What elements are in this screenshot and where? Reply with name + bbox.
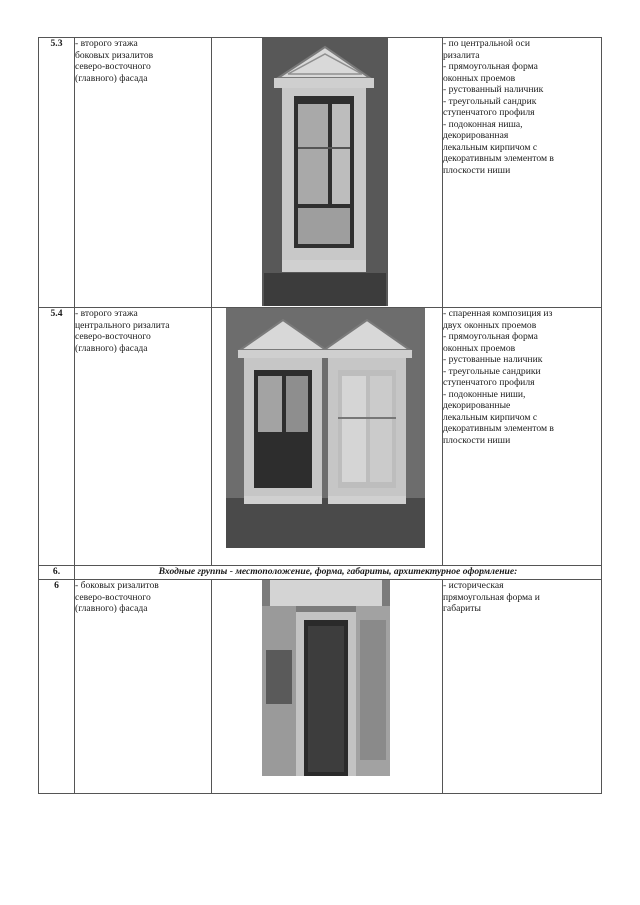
note-line: декоративным элементом в — [443, 153, 554, 164]
note-line: - треугольные сандрики — [443, 365, 541, 377]
description-line: центрального ризалита — [75, 319, 170, 331]
row-photo-cell — [212, 580, 443, 794]
row-number: 5.4 — [39, 308, 75, 566]
note-line: - прямоугольная форма — [443, 331, 538, 342]
note-line: декорированные — [443, 400, 511, 411]
row-description — [75, 308, 212, 566]
description-line: - боковых ризалитов — [75, 580, 159, 591]
row-description — [75, 38, 212, 308]
description-line: (главного) фасада — [75, 603, 148, 614]
window-photo-5-3 — [212, 38, 441, 306]
note-line: - подоконная ниша, — [443, 118, 523, 130]
note-line: двух оконных проемов — [443, 319, 537, 331]
row-photo-cell — [212, 38, 443, 308]
note-line: плоскости ниши — [443, 164, 511, 176]
table-row-6 — [39, 580, 602, 794]
row-notes — [443, 580, 602, 794]
table-row-5-4 — [39, 308, 602, 566]
section-number: 6. — [39, 566, 75, 580]
row-number: 5.3 — [39, 38, 75, 308]
description-line: (главного) фасада — [75, 72, 148, 84]
note-line: - спаренная композиция из — [443, 308, 553, 319]
description-line: - второго этажа — [75, 308, 138, 319]
note-line: ризалита — [443, 49, 480, 61]
note-line: ступенчатого профиля — [443, 107, 535, 118]
note-line: габариты — [443, 603, 481, 614]
note-line: оконных проемов — [443, 72, 516, 84]
note-line: - историческая — [443, 580, 504, 591]
note-line: лекальным кирпичом с — [443, 411, 538, 423]
row-number: 6 — [39, 580, 75, 794]
description-line: северо-восточного — [75, 61, 151, 72]
note-line: ступенчатого профиля — [443, 377, 535, 388]
note-line: оконных проемов — [443, 342, 516, 354]
row-notes — [443, 308, 602, 566]
note-line: декоративным элементом в — [443, 423, 554, 434]
note-line: - рустованный наличник — [443, 84, 544, 95]
note-line: - подоконные ниши, — [443, 388, 526, 400]
description-line: северо-восточного — [75, 331, 151, 342]
description-line: - второго этажа — [75, 38, 138, 49]
note-line: плоскости ниши — [443, 434, 511, 446]
entrance-photo-6 — [212, 580, 441, 792]
description-line: боковых ризалитов — [75, 49, 154, 61]
section-header-row — [39, 566, 602, 580]
row-description — [75, 580, 212, 794]
note-line: - треугольный сандрик — [443, 95, 537, 107]
note-line: - прямоугольная форма — [443, 61, 538, 72]
row-photo-cell — [212, 308, 443, 566]
note-line: прямоугольная форма и — [443, 591, 540, 603]
note-line: декорированная — [443, 130, 509, 141]
note-line: лекальным кирпичом с — [443, 141, 538, 153]
note-line: - по центральной оси — [443, 38, 530, 49]
table-row-5-3 — [39, 38, 602, 308]
description-line: (главного) фасада — [75, 342, 148, 354]
note-line: - рустованные наличник — [443, 354, 543, 365]
row-notes — [443, 38, 602, 308]
section-title: Входные группы - местоположение, форма, габариты, архитектурное оформление: — [75, 566, 602, 580]
description-line: северо-восточного — [75, 591, 151, 603]
paired-window-photo-5-4 — [212, 308, 441, 564]
monument-subject-table — [38, 37, 602, 794]
